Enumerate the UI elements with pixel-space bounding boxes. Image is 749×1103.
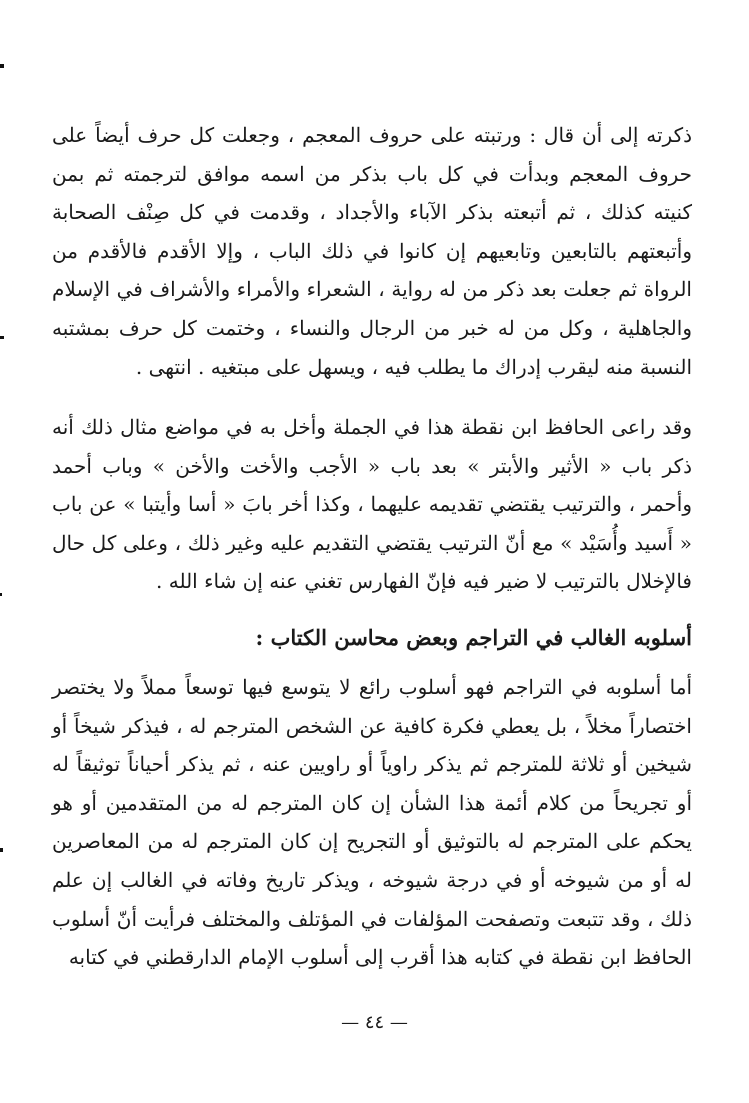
scan-edge-mark <box>0 848 3 852</box>
scan-edge-mark <box>0 336 4 339</box>
paragraph-1 <box>52 116 692 386</box>
section-heading <box>52 618 692 658</box>
paragraph-2-text: وقد راعى الحافظ ابن نقطة هذا في الجملة وأخل به في مواضع مثال ذلك أنه ذكر باب « الأثير والأبتر » بعد باب « الأجب والأخت والأخن » وباب أحمد وأحمر ، والترتيب يقتضي تقديمه عليهما ، وكذا أخر بابَ « أسا وأيتبا » عن باب « أَسيد وأُسَيْد » مع أنّ الترتيب يقتضي التقديم عليه وغير ذلك ، وعلى كل حال فالإخلال بالترتيب لا ضير فيه فإنّ الفهارس تغني عنه إن شاء الله . <box>52 415 692 594</box>
scan-edge-mark <box>0 593 2 596</box>
scan-edge-mark <box>0 64 4 68</box>
paragraph-1-text: ذكرته إلى أن قال : ورتبته على حروف المعجم ، وجعلت كل حرف أيضاً على حروف المعجم وبدأت في كل باب بذكر من اسمه موافق لترجمته ثم بمن كنيته كذلك ، ثم أتبعته بذكر الآباء والأجداد ، وقدمت في كل صِنْف الصحابة وأتبعتهم بالتابعين وتابعيهم إن كانوا في ذلك الباب ، وإلا الأقدم فالأقدم من الرواة ثم جعلت بعد ذكر من له رواية ، الشعراء والأمراء والأشراف في الإسلام والجاهلية ، وكل من له خبر من الرجال والنساء ، وختمت كل حرف بمشتبه النسبة منه ليقرب إدراك ما يطلب فيه ، ويسهل على مبتغيه . انتهى . <box>52 123 692 379</box>
paragraph-2 <box>52 408 692 601</box>
paragraph-3-text: أما أسلوبه في التراجم فهو أسلوب رائع لا يتوسع فيها توسعاً مملاً ولا يختصر اختصاراً مخلاً ، بل يعطي فكرة كافية عن الشخص المترجم له ، فيذكر شيخاً أو شيخين أو ثلاثة للمترجم ثم يذكر راوياً أو راويين عنه ، ثم يذكر أحياناً توثيقاً له أو تجريحاً من كلام أئمة هذا الشأن إن كان المترجم له من المتقدمين أو هو يحكم على المترجم له بالتوثيق أو التجريح إن كان المترجم له من المعاصرين له أو من شيوخه أو في درجة شيوخه ، ويذكر تاريخ وفاته في الغالب إن علم ذلك ، وقد تتبعت وتصفحت المؤلفات في المؤتلف والمختلف فرأيت أنّ أسلوب الحافظ ابن نقطة في كتابه هذا أقرب إلى أسلوب الإمام الدارقطني في كتابه <box>52 675 692 970</box>
page-number: — ٤٤ — <box>341 1012 408 1033</box>
section-heading-text: أسلوبه الغالب في التراجم وبعض محاسن الكتاب : <box>255 625 692 650</box>
paragraph-3 <box>52 668 692 977</box>
